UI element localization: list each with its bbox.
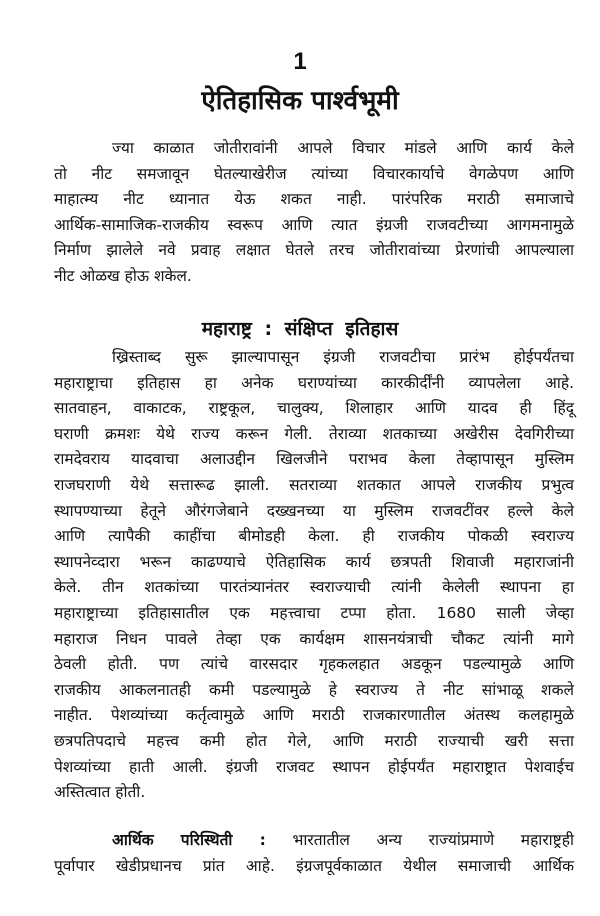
intro-line: ज्या काळात जोतीरावांनी आपले विचार मांडले आणि कार्य केले [112,139,574,157]
intro-line: आर्थिक-सामाजिक-राजकीय स्वरूप आणि त्यात इंग्रजी राजवटीच्या आगमनामुळे [54,215,574,234]
history-line: सातवाहन, वाकाटक, राष्ट्रकूल, चालुक्य, शिलाहार आणि यादव ही हिंदू [54,399,574,418]
history-line: राजघराणी येथे सत्तारूढ झाली. सतराव्या शतकात आपले राजकीय प्रभुत्व [54,475,574,494]
history-line: केले. तीन शतकांच्या पारतंत्र्यानंतर स्वराज्याची त्यांनी केलेली स्थापना हा [54,578,574,597]
history-line: घराणी क्रमशः येथे राज्य करून गेली. तेराव्या शतकाच्या अखेरीस देवगिरीच्या [54,424,574,443]
history-line: महाराष्ट्राचा इतिहास हा अनेक घराण्यांच्या कारकीर्दींनी व्यापलेला आहे. [54,373,574,392]
history-line: महाराज निधन पावले तेव्हा एक कार्यक्षम शासनयंत्राची चौकट त्यांनी मागे [54,629,574,648]
intro-paragraph [54,136,574,290]
history-line: पेशव्यांच्या हाती आली. इंग्रजी राजवट स्थापन होईपर्यंत महाराष्ट्रात पेशवाईच [54,757,574,776]
history-line: राजकीय आकलनातही कमी पडल्यामुळे हे स्वराज्य ते नीट सांभाळू शकले [54,680,574,699]
economy-line-text: भारतातील अन्य राज्यांप्रमाणे महाराष्ट्रही [292,831,574,849]
economy-line [54,828,574,854]
history-line: छत्रपतिपदाचे महत्त्व कमी होत गेले, आणि मराठी राज्याची खरी सत्ता [54,731,574,750]
history-line: ठेवली होती. पण त्यांचे वारसदार गृहकलहात अडकून पडल्यामुळे आणि [54,655,574,674]
chapter-number: 1 [293,48,307,75]
economy-line: पूर्वापार खेडीप्रधानच प्रांत आहे. इंग्रजपूर्वकाळात येथील समाजाची आर्थिक [54,856,574,875]
section-heading: महाराष्ट्र : संक्षिप्त इतिहास [201,318,399,340]
economy-run-in-heading: आर्थिक परिस्थिती : [112,831,266,849]
history-line: ख्रिस्ताब्द सुरू झाल्यापासून इंग्रजी राजवटीचा प्रारंभ होईपर्यंतचा [112,348,574,366]
history-line: महाराष्ट्राच्या इतिहासातील एक महत्त्वाचा टप्पा होता. 1680 साली जेव्हा [54,603,574,622]
intro-line: नीट ओळख होऊ शकेल. [54,266,192,285]
intro-line: तो नीट समजावून घेतल्याखेरीज त्यांच्या विचारकार्याचे वेगळेपण आणि [54,164,574,183]
history-line: नाहीत. पेशव्यांच्या कर्तृत्वामुळे आणि मराठी राजकारणातील अंतस्थ कलहामुळे [54,706,574,725]
history-line: रामदेवराय यादवाचा अलाउद्दीन खिलजीने पराभव केला तेव्हापासून मुस्लिम [54,450,574,469]
economy-paragraph [54,828,574,879]
history-line: आणि त्यापैकी काहींचा बीमोडही केला. ही राजकीय पोकळी स्वराज्य [54,527,574,546]
history-line: स्थापनेव्दारा भरून काढण्याचे ऐतिहासिक कार्य छत्रपती शिवाजी महाराजांनी [54,552,574,571]
chapter-title: ऐतिहासिक पार्श्वभूमी [201,86,399,116]
history-line: स्थापण्याच्या हेतूने औरंगजेबाने दख्खनच्या या मुस्लिम राजवटींवर हल्ले केले [54,501,574,520]
history-paragraph [54,345,574,806]
intro-line: निर्माण झालेले नवे प्रवाह लक्षात घेतले तरच जोतीरावांच्या प्रेरणांची आपल्याला [54,241,574,260]
history-line: अस्तित्वात होती. [54,783,146,802]
intro-line: माहात्म्य नीट ध्यानात येऊ शकत नाही. पारंपरिक मराठी समाजाचे [54,190,574,209]
